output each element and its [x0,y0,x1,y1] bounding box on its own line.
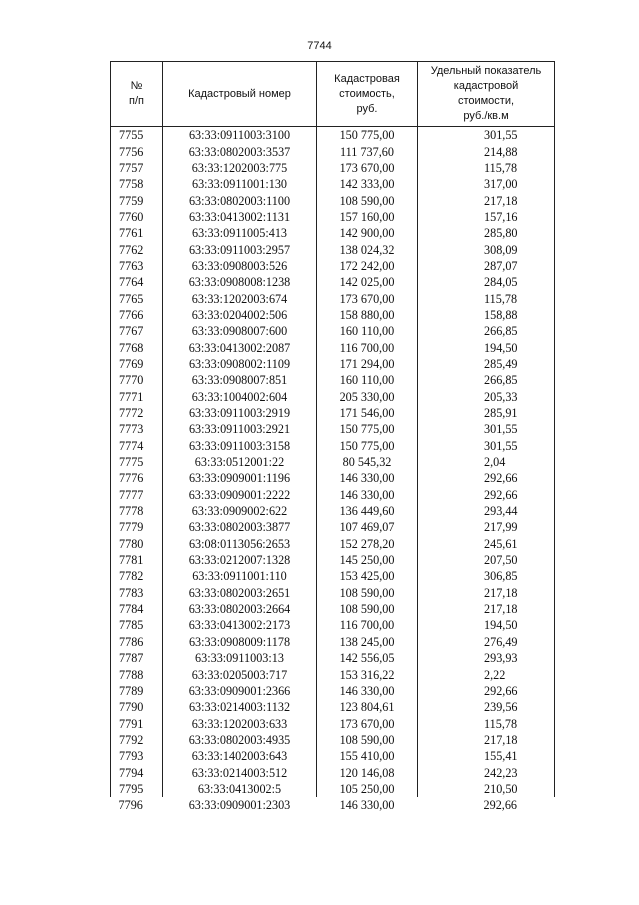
specific-index: 242,23 [418,764,555,780]
cadastral-cost: 146 330,00 [339,798,395,813]
cadastral-number: 63:33:0911001:130 [163,176,317,192]
cadastral-number: 63:33:0911003:2921 [163,421,317,437]
cadastral-number: 63:33:1202003:775 [163,160,317,176]
table-row [111,781,555,797]
table-row [111,536,555,552]
specific-index: 115,78 [418,715,555,731]
row-number: 7796 [118,798,143,813]
row-number: 7774 [111,438,163,454]
table-row [111,568,555,584]
table-row [111,683,555,699]
cadastral-number: 63:33:0911003:3100 [163,127,317,144]
cadastral-cost: 142 556,05 [317,650,418,666]
cadastral-cost: 173 670,00 [317,715,418,731]
specific-index: 292,66 [483,798,518,813]
cadastral-number: 63:33:1202003:633 [163,715,317,731]
table-row [111,601,555,617]
cadastral-number: 63:33:0911003:13 [163,650,317,666]
table-row [111,372,555,388]
specific-index: 301,55 [418,421,555,437]
table-row [111,438,555,454]
cadastral-number: 63:33:0512001:22 [163,454,317,470]
cadastral-cost: 152 278,20 [317,536,418,552]
cadastral-cost: 80 545,32 [317,454,418,470]
table-row [111,715,555,731]
specific-index: 115,78 [418,160,555,176]
specific-index: 2,22 [418,666,555,682]
row-number: 7790 [111,699,163,715]
cadastral-number: 63:33:0908008:1238 [163,274,317,290]
row-number: 7778 [111,503,163,519]
specific-index: 285,80 [418,225,555,241]
cadastral-cost: 150 775,00 [317,421,418,437]
table-row [111,487,555,503]
specific-index: 214,88 [418,143,555,159]
cadastral-cost: 153 316,22 [317,666,418,682]
cadastral-number: 63:33:0909002:622 [163,503,317,519]
cadastral-number: 63:33:0908007:600 [163,323,317,339]
cadastral-cost: 136 449,60 [317,503,418,519]
row-number: 7771 [111,389,163,405]
cadastral-number: 63:33:0802003:2664 [163,601,317,617]
table-row [111,339,555,355]
header-cadastral-cost: Кадастровая стоимость, руб. [317,62,418,127]
table-row [111,405,555,421]
row-number: 7779 [111,519,163,535]
cadastral-cost: 173 670,00 [317,160,418,176]
cadastral-number: 63:33:1004002:604 [163,389,317,405]
cadastral-number: 63:33:0214003:1132 [163,699,317,715]
table-row [111,143,555,159]
specific-index: 245,61 [418,536,555,552]
table-row [111,127,555,144]
cadastral-cost: 107 469,07 [317,519,418,535]
table-row [111,666,555,682]
cadastral-cost: 146 330,00 [317,470,418,486]
cadastral-number: 63:33:0205003:717 [163,666,317,682]
specific-index: 287,07 [418,258,555,274]
cadastral-cost: 145 250,00 [317,552,418,568]
cadastral-cost: 205 330,00 [317,389,418,405]
table-row [111,274,555,290]
cadastral-number: 63:33:1202003:674 [163,290,317,306]
cadastral-number: 63:33:0413002:2173 [163,617,317,633]
cadastral-cost: 150 775,00 [317,438,418,454]
row-number: 7787 [111,650,163,666]
cadastral-number: 63:33:0911005:413 [163,225,317,241]
table-row [111,764,555,780]
table-row [111,797,555,813]
row-number: 7765 [111,290,163,306]
cadastral-cost: 108 590,00 [317,585,418,601]
table-row [111,209,555,225]
cadastral-table [110,61,555,813]
row-number: 7756 [111,143,163,159]
table-row [111,323,555,339]
row-number: 7785 [111,617,163,633]
table-row [111,748,555,764]
table-row [111,356,555,372]
row-number: 7793 [111,748,163,764]
table-row [111,650,555,666]
row-number: 7795 [111,781,163,797]
specific-index: 308,09 [418,241,555,257]
row-number: 7768 [111,339,163,355]
table-row [111,519,555,535]
cadastral-cost: 108 590,00 [317,732,418,748]
table-body [111,127,555,814]
cadastral-number: 63:33:0911001:110 [163,568,317,584]
row-number: 7780 [111,536,163,552]
table-row [111,160,555,176]
cadastral-number: 63:33:0413002:2087 [163,339,317,355]
cadastral-number: 63:33:0413002:5 [163,781,317,797]
row-number: 7776 [111,470,163,486]
cadastral-number: 63:33:0909001:1196 [163,470,317,486]
cadastral-cost: 120 146,08 [317,764,418,780]
row-number: 7755 [111,127,163,144]
specific-index: 217,18 [418,732,555,748]
row-number: 7761 [111,225,163,241]
cadastral-cost: 138 245,00 [317,634,418,650]
cadastral-number: 63:33:0908003:526 [163,258,317,274]
row-number: 7784 [111,601,163,617]
header-num: № п/п [111,62,163,127]
cadastral-cost: 158 880,00 [317,307,418,323]
row-number: 7769 [111,356,163,372]
specific-index: 217,18 [418,585,555,601]
cadastral-number: 63:33:0802003:2651 [163,585,317,601]
specific-index: 217,99 [418,519,555,535]
row-number: 7766 [111,307,163,323]
specific-index: 266,85 [418,323,555,339]
specific-index: 194,50 [418,617,555,633]
table-row [111,389,555,405]
cadastral-number: 63:33:0909001:2366 [163,683,317,699]
cadastral-cost: 123 804,61 [317,699,418,715]
cadastral-cost: 116 700,00 [317,617,418,633]
cadastral-cost: 171 546,00 [317,405,418,421]
cadastral-number: 63:33:0911003:2957 [163,241,317,257]
table-header [111,62,555,127]
table-row [111,307,555,323]
table-row [111,258,555,274]
cadastral-number: 63:33:0802003:3877 [163,519,317,535]
row-number: 7781 [111,552,163,568]
specific-index: 293,93 [418,650,555,666]
specific-index: 205,33 [418,389,555,405]
cadastral-number: 63:08:0113056:2653 [163,536,317,552]
header-specific-index: Удельный показатель кадастровой стоимости, руб./кв.м [418,62,555,127]
cadastral-cost: 138 024,32 [317,241,418,257]
row-number: 7792 [111,732,163,748]
table-row [111,585,555,601]
specific-index: 155,41 [418,748,555,764]
row-number: 7791 [111,715,163,731]
row-number: 7775 [111,454,163,470]
specific-index: 194,50 [418,339,555,355]
cadastral-number: 63:33:0413002:1131 [163,209,317,225]
specific-index: 292,66 [418,470,555,486]
row-number: 7763 [111,258,163,274]
cadastral-number: 63:33:0204002:506 [163,307,317,323]
specific-index: 2,04 [418,454,555,470]
specific-index: 217,18 [418,192,555,208]
row-number: 7759 [111,192,163,208]
table-row [111,454,555,470]
row-number: 7762 [111,241,163,257]
row-number: 7772 [111,405,163,421]
cadastral-cost: 142 333,00 [317,176,418,192]
cadastral-cost: 171 294,00 [317,356,418,372]
cadastral-cost: 153 425,00 [317,568,418,584]
specific-index: 292,66 [418,683,555,699]
cadastral-cost: 111 737,60 [317,143,418,159]
cadastral-number: 63:33:0908002:1109 [163,356,317,372]
cadastral-cost: 150 775,00 [317,127,418,144]
specific-index: 285,91 [418,405,555,421]
table-row [111,634,555,650]
cadastral-number: 63:33:0908009:1178 [163,634,317,650]
specific-index: 301,55 [418,438,555,454]
cadastral-number: 63:33:0802003:1100 [163,192,317,208]
cadastral-number: 63:33:0911003:2919 [163,405,317,421]
specific-index: 292,66 [418,487,555,503]
table-row [111,503,555,519]
table-row [111,552,555,568]
table-row [111,732,555,748]
row-number: 7794 [111,764,163,780]
specific-index: 285,49 [418,356,555,372]
table-row [111,241,555,257]
cadastral-cost: 142 900,00 [317,225,418,241]
cadastral-number: 63:33:0911003:3158 [163,438,317,454]
cadastral-cost: 108 590,00 [317,192,418,208]
specific-index: 306,85 [418,568,555,584]
cadastral-number: 63:33:0802003:3537 [163,143,317,159]
table-row [111,617,555,633]
row-number: 7760 [111,209,163,225]
row-number: 7773 [111,421,163,437]
cadastral-cost: 142 025,00 [317,274,418,290]
cadastral-number: 63:33:0909001:2303 [188,798,291,813]
specific-index: 239,56 [418,699,555,715]
cadastral-number: 63:33:0212007:1328 [163,552,317,568]
row-number: 7767 [111,323,163,339]
cadastral-cost: 116 700,00 [317,339,418,355]
cadastral-number: 63:33:0802003:4935 [163,732,317,748]
row-number: 7777 [111,487,163,503]
cadastral-cost: 155 410,00 [317,748,418,764]
cadastral-cost: 146 330,00 [317,683,418,699]
page-number: 7744 [307,40,332,52]
table-row [111,290,555,306]
table-row [111,176,555,192]
cadastral-cost: 105 250,00 [317,781,418,797]
table-row [111,699,555,715]
row-number: 7758 [111,176,163,192]
specific-index: 284,05 [418,274,555,290]
cadastral-number: 63:33:1402003:643 [163,748,317,764]
cadastral-cost: 157 160,00 [317,209,418,225]
header-cadastral-number: Кадастровый номер [163,62,317,127]
cadastral-cost: 173 670,00 [317,290,418,306]
row-number: 7770 [111,372,163,388]
row-number: 7789 [111,683,163,699]
row-number: 7757 [111,160,163,176]
cadastral-number: 63:33:0908007:851 [163,372,317,388]
specific-index: 293,44 [418,503,555,519]
table-row [111,225,555,241]
row-number: 7764 [111,274,163,290]
specific-index: 266,85 [418,372,555,388]
cadastral-cost: 146 330,00 [317,487,418,503]
specific-index: 157,16 [418,209,555,225]
specific-index: 158,88 [418,307,555,323]
cadastral-number: 63:33:0214003:512 [163,764,317,780]
specific-index: 210,50 [418,781,555,797]
row-number: 7782 [111,568,163,584]
cadastral-cost: 160 110,00 [317,372,418,388]
table-row [111,470,555,486]
specific-index: 115,78 [418,290,555,306]
table-row [111,192,555,208]
specific-index: 207,50 [418,552,555,568]
row-number: 7783 [111,585,163,601]
cadastral-cost: 108 590,00 [317,601,418,617]
cadastral-cost: 172 242,00 [317,258,418,274]
specific-index: 276,49 [418,634,555,650]
cadastral-number: 63:33:0909001:2222 [163,487,317,503]
row-number: 7788 [111,666,163,682]
cadastral-cost: 160 110,00 [317,323,418,339]
row-number: 7786 [111,634,163,650]
table-row [111,421,555,437]
specific-index: 317,00 [418,176,555,192]
specific-index: 301,55 [418,127,555,144]
specific-index: 217,18 [418,601,555,617]
